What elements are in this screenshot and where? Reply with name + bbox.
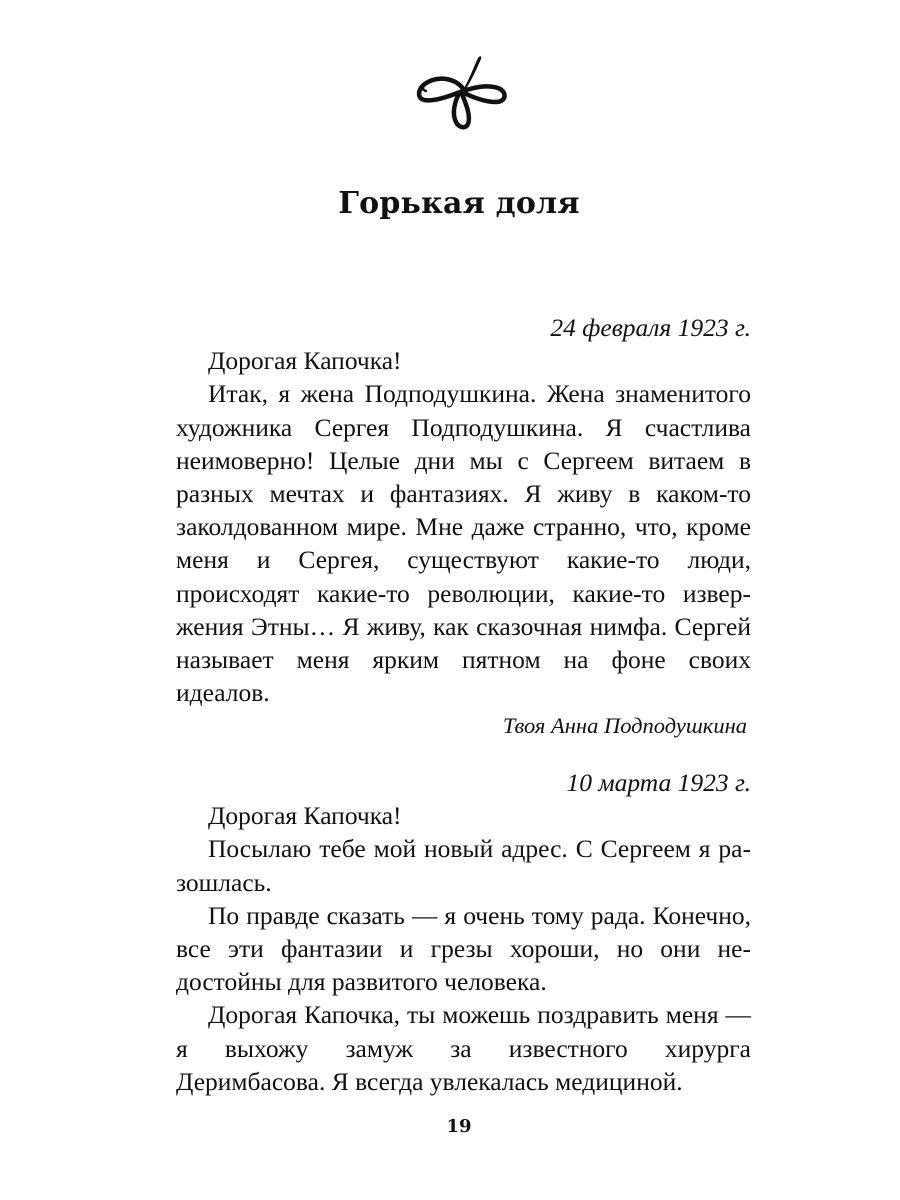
letter <box>176 311 751 743</box>
letter-paragraph: Итак, я жена Подподушкина. Жена знаменитого художника Сергея Подподушкина. Я счастлива неимоверно! Целые дни мы с Сергеем витаем в разных мечтах и фантазиях. Я живу в каком-то заколдованном мире. Мне даже странно, что, кроме меня и Сергея, существуют какие-то люди, происходят какие-то революции, какие-то извержения Этны… Я живу, как сказочная нимфа. Сергей называет меня ярким пятном на фоне своих идеалов. <box>176 379 751 708</box>
letter-date: 24 февраля 1923 г. <box>550 313 751 342</box>
letter-greeting: Дорогая Капочка! <box>208 346 402 376</box>
letter-date: 10 марта 1923 г. <box>566 768 751 797</box>
letter-signature: Твоя Анна Подподушкина <box>502 713 747 739</box>
letter-paragraph: Дорогая Капочка, ты можешь поздравить меня — я выхожу замуж за известного хирурга Деримбасова. Я всегда увлекалась медициной. <box>176 1000 751 1096</box>
page-number: 19 <box>446 1116 472 1137</box>
flourish-ornament-icon <box>410 52 510 134</box>
letter <box>176 766 751 1098</box>
chapter-title: Горькая доля <box>338 186 580 221</box>
letter-paragraph: Посылаю тебе мой новый адрес. С Сергеем я разошлась. <box>176 834 751 897</box>
letter-greeting: Дорогая Капочка! <box>208 801 402 831</box>
letter-paragraph: По правде сказать — я очень тому рада. Конечно, все эти фантазии и грезы хороши, но они недостойны для развитого человека. <box>176 900 751 997</box>
